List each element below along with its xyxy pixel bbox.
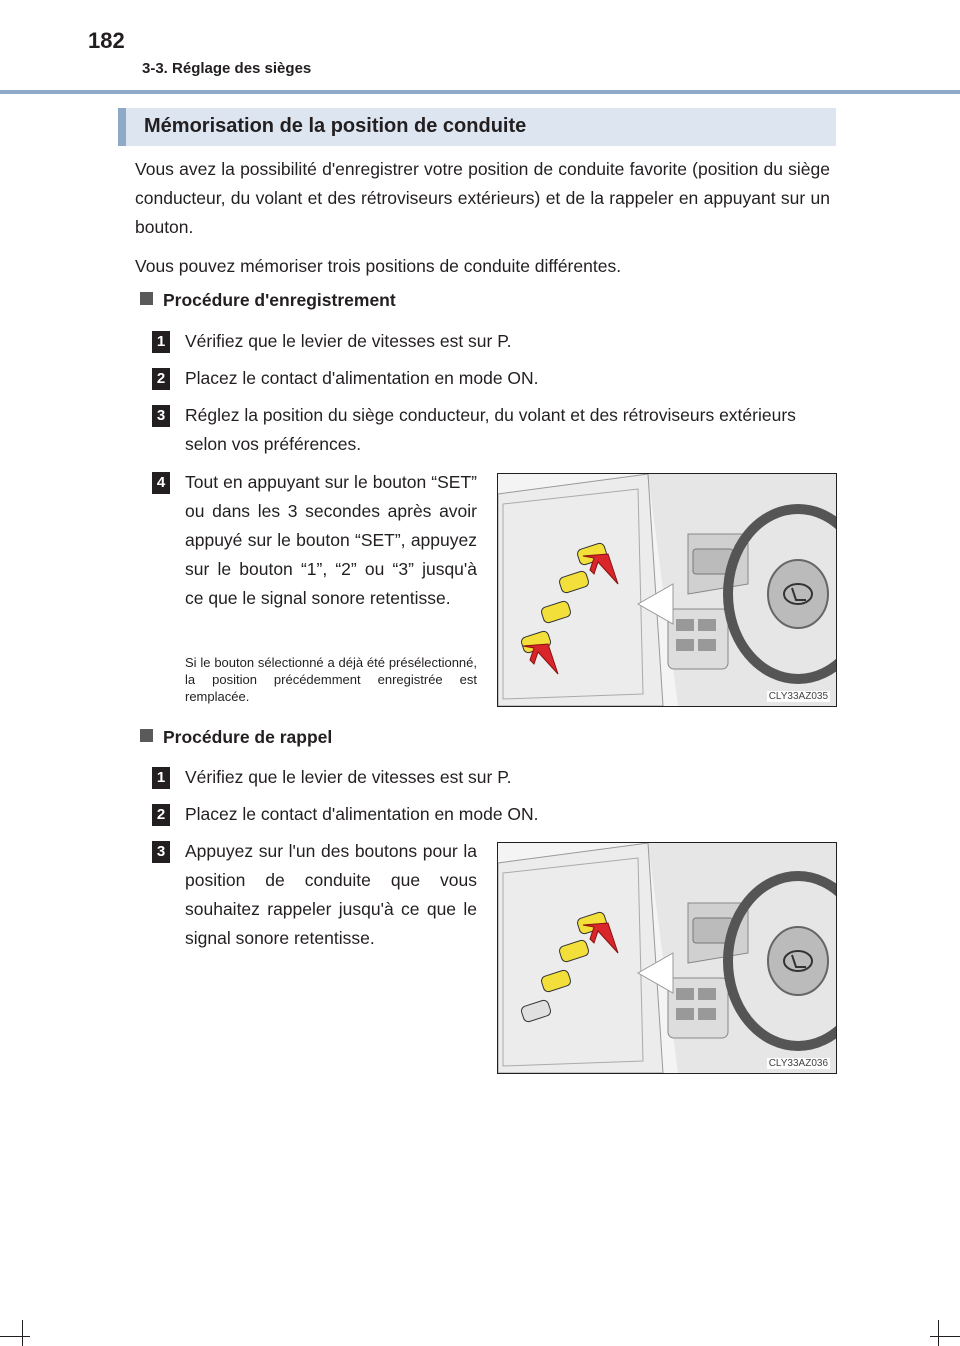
intro-paragraph: Vous avez la possibilité d'enregistrer votre position de conduite favorite (position du siège conducteur, du volant et des rétroviseurs extérieurs) et de la rappeler en appuyant sur un bouton.	[135, 159, 830, 237]
bullet-square-icon	[140, 292, 153, 305]
bullet-square-icon	[140, 729, 153, 742]
section-breadcrumb: 3-3. Réglage des sièges	[142, 60, 312, 77]
crop-mark	[22, 1320, 23, 1346]
step-text: Placez le contact d'alimentation en mode ON.	[185, 368, 539, 388]
step-text: Placez le contact d'alimentation en mode ON.	[185, 804, 539, 824]
step-text: Vérifiez que le levier de vitesses est sur P.	[185, 331, 512, 351]
intro-paragraph-2: Vous pouvez mémoriser trois positions de conduite différentes.	[135, 256, 622, 276]
recall-heading: Procédure de rappel	[140, 727, 332, 748]
page-number: 182	[88, 28, 125, 53]
dashboard-illustration	[498, 474, 836, 706]
figure-code: CLY33AZ036	[768, 1058, 828, 1069]
section-title: Mémorisation de la position de conduite	[144, 115, 527, 137]
crop-mark	[0, 1336, 30, 1337]
step-number: 2	[152, 804, 170, 826]
step-text: Réglez la position du siège conducteur, du volant et des rétroviseurs extérieurs selon vos préférences.	[185, 405, 796, 454]
crop-mark	[938, 1320, 939, 1346]
crop-mark	[930, 1336, 960, 1337]
dashboard-illustration	[498, 843, 836, 1073]
section-title-bar	[118, 108, 836, 146]
step-text: Vérifiez que le levier de vitesses est sur P.	[185, 767, 512, 787]
registration-heading: Procédure d'enregistrement	[140, 290, 396, 311]
figure-recall	[497, 842, 837, 1074]
step-text: Appuyez sur l'un des boutons pour la position de conduite que vous souhaitez rappeler jusqu'à ce que le signal sonore retentisse.	[185, 841, 477, 948]
step-number: 4	[152, 472, 170, 494]
step-number: 1	[152, 767, 170, 789]
figure-code: CLY33AZ035	[768, 691, 828, 702]
step-number: 3	[152, 841, 170, 863]
figure-registration	[497, 473, 837, 707]
header-divider	[0, 90, 960, 94]
step-number: 1	[152, 331, 170, 353]
step-number: 2	[152, 368, 170, 390]
step-text: Tout en appuyant sur le bouton “SET” ou dans les 3 secondes après avoir appuyé sur le bouton “SET”, appuyez sur le bouton “1”, “2” ou “3” jusqu'à ce que le signal sonore retentisse.	[185, 472, 477, 608]
step-number: 3	[152, 405, 170, 427]
note-text: Si le bouton sélectionné a déjà été présélectionné, la position précédemment enregistrée est remplacée.	[185, 655, 477, 704]
